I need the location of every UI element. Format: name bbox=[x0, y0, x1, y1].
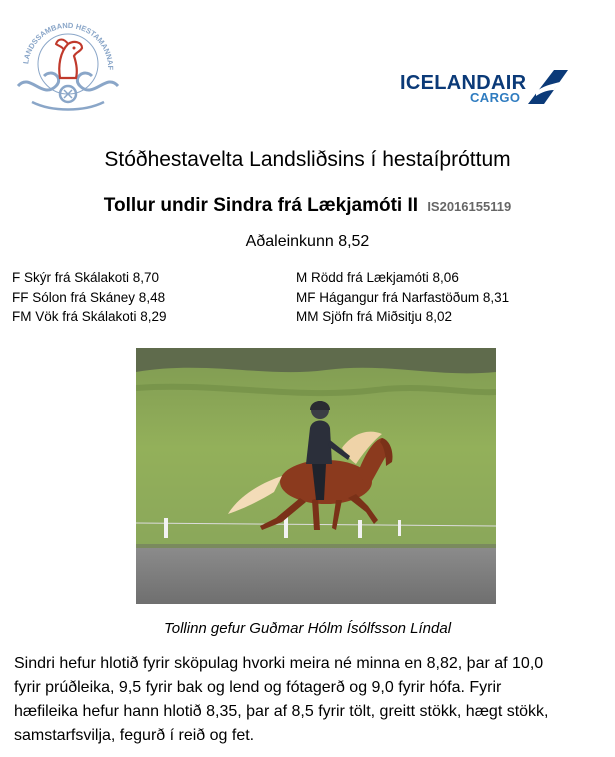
pedigree-sire-side bbox=[12, 268, 167, 327]
body-paragraph bbox=[14, 652, 606, 748]
cargo-wordmark: CARGO bbox=[470, 90, 521, 105]
pedigree-line: F Skýr frá Skálakoti 8,70 bbox=[12, 270, 160, 285]
horse-photo bbox=[136, 348, 496, 604]
photo-caption: Tollinn gefur Guðmar Hólm Ísólfsson Líndal bbox=[163, 620, 452, 637]
icelandair-wordmark: ICELANDAIR bbox=[400, 72, 527, 94]
horse-id: IS2016155119 bbox=[427, 199, 512, 214]
icelandair-wing-icon bbox=[528, 70, 568, 104]
pedigree-line: FM Vök frá Skálakoti 8,29 bbox=[12, 309, 167, 324]
pedigree-line: MM Sjöfn frá Miðsitju 8,02 bbox=[296, 309, 453, 324]
pedigree-line: M Rödd frá Lækjamóti 8,06 bbox=[296, 270, 459, 285]
pedigree-line: MF Hágangur frá Narfastöðum 8,31 bbox=[296, 289, 510, 305]
main-score: Aðaleinkunn 8,52 bbox=[245, 233, 370, 250]
horse-heading bbox=[0, 195, 615, 217]
page-title: Stóðhestavelta Landsliðsins í hestaíþróttum bbox=[104, 148, 511, 171]
body-line: samstarfsvilja, fegurð í reið og fet. bbox=[14, 727, 255, 744]
body-line: Sindri hefur hlotið fyrir sköpulag hvorki meira né minna en 8,82, þar af 10,0 bbox=[14, 655, 544, 672]
lh-logo-text: LANDSSAMBAND HESTAMANNAF bbox=[21, 20, 116, 71]
body-line: fyrir prúðleika, 9,5 fyrir bak og lend og fótagerð og 9,0 fyrir hófa. Fyrir bbox=[14, 679, 502, 696]
pedigree-dam-side bbox=[296, 268, 509, 327]
svg-text:LANDSSAMBAND HESTAMANNAFÉLAGA bbox=[12, 16, 115, 71]
icelandair-cargo-logo bbox=[400, 68, 570, 108]
lh-logo bbox=[12, 16, 124, 112]
body-line: hæfileika hefur hann hlotið 8,35, þar af 8,5 fyrir tölt, greitt stökk, hægt stökk, bbox=[14, 703, 549, 720]
horse-name: Tollur undir Sindra frá Lækjamóti II bbox=[103, 195, 419, 216]
pedigree-line: FF Sólon frá Skáney 8,48 bbox=[12, 289, 166, 305]
